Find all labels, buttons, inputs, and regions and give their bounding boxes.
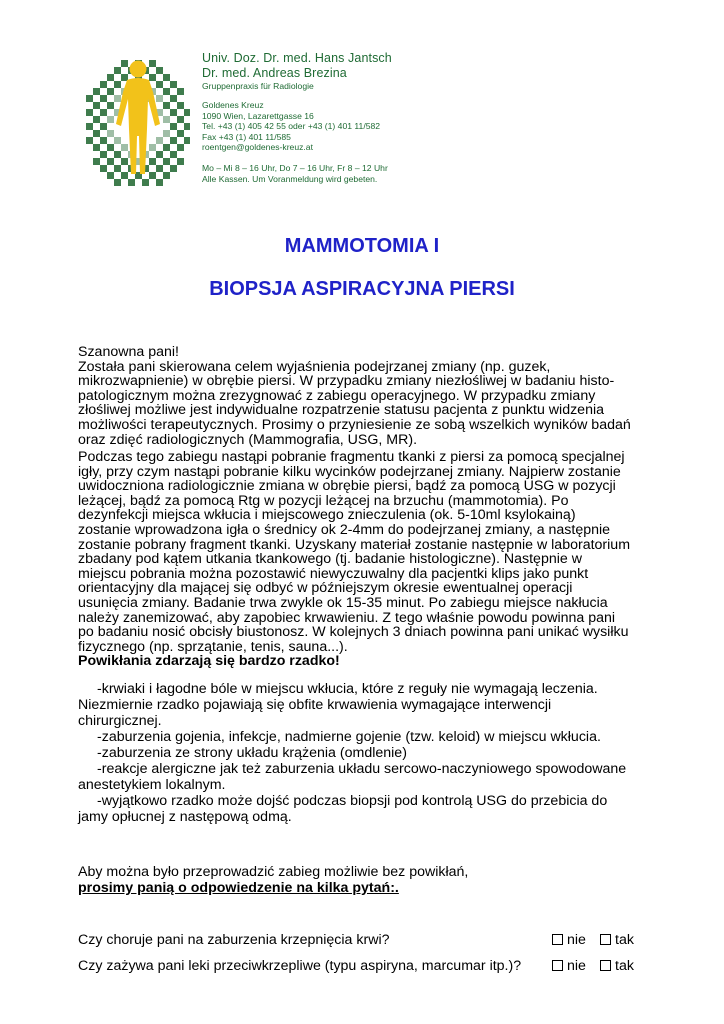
text-line: zostanie wprowadzona igła o średnicy ok 2-4mm do podejrzanej zmiany, a następnie (78, 521, 611, 538)
complication-continuation: anestetykiem lokalnym. (78, 777, 226, 793)
logo-check (100, 81, 107, 88)
logo-check (93, 88, 100, 95)
logo-check (163, 144, 170, 151)
option-label: tak (615, 932, 634, 948)
logo-check (100, 165, 107, 172)
text-line: złośliwej możliwe jest indywidualne rozpatrzenie statusu pacjenta z punktu widzenia (78, 402, 604, 419)
complications-list (78, 681, 648, 825)
complication-item: -reakcje alergiczne jak też zaburzenia układu sercowo-naczyniowego spowodowane (97, 761, 627, 777)
logo-check (114, 95, 121, 102)
question-text: Czy choruje pani na zaburzenia krzepnięcia krwi? (78, 932, 390, 948)
logo-check (107, 88, 114, 95)
option-label: tak (615, 958, 634, 974)
text-line: zostanie pobrany fragment tkanki. Uzyskany materiał zostanie następnie w laboratorium (78, 536, 631, 553)
logo-check (121, 158, 128, 165)
logo-check (114, 137, 121, 144)
option-label: nie (567, 958, 586, 974)
logo-check (156, 179, 163, 186)
checkbox-yes[interactable] (600, 960, 611, 971)
logo-check (107, 102, 114, 109)
option-label: nie (567, 932, 586, 948)
logo-check (107, 116, 114, 123)
logo-check (142, 179, 149, 186)
logo-check (107, 130, 114, 137)
logo-check (114, 179, 121, 186)
logo-check (170, 123, 177, 130)
logo-check (86, 137, 93, 144)
text-line: Została pani skierowana celem wyjaśnienia podejrzanej zmiany (np. guzek, (78, 358, 551, 375)
logo-check (114, 165, 121, 172)
logo-check (184, 123, 190, 130)
logo-check (163, 172, 170, 179)
logo-check (170, 95, 177, 102)
question-text: Czy zażywa pani leki przeciwkrzepliwe (typu aspiryna, marcumar itp.)? (78, 958, 522, 974)
logo-check (163, 88, 170, 95)
text-line: patologicznym można zrezygnować z zabiegu operacyjnego. W przypadku zmiany (78, 387, 596, 404)
complication-item: -krwiaki i łagodne bóle w miejscu wkłucia, które z reguły nie wymagają leczenia. (97, 681, 598, 697)
paragraph-procedure (78, 450, 648, 654)
logo-check (93, 102, 100, 109)
answer-option-yes[interactable] (600, 958, 634, 974)
document-title: MAMMOTOMIA I (284, 235, 440, 257)
logo-check (93, 116, 100, 123)
complication-continuation: jamy opłucnej z następową odmą. (78, 809, 292, 825)
logo-check (121, 144, 128, 151)
opening-hours: Mo – Mi 8 – 16 Uhr, Do 7 – 16 Uhr, Fr 8 – 12 Uhr (202, 163, 388, 174)
logo-check (177, 88, 184, 95)
logo-check (149, 74, 156, 81)
answer-option-no[interactable] (552, 958, 586, 974)
paragraph-intro (78, 360, 648, 448)
practice-logo (86, 52, 190, 192)
logo-check (163, 116, 170, 123)
text-line: mikrozwapnienie) w obrębie piersi. W przypadku zmiany niezłośliwej w badaniu histo- (78, 373, 615, 390)
logo-check (177, 130, 184, 137)
letter-body (78, 345, 648, 447)
fax-number: Fax +43 (1) 401 11/585 (202, 131, 291, 142)
logo-check (184, 109, 190, 116)
logo-check (93, 144, 100, 151)
logo-check (156, 165, 163, 172)
logo-check (177, 144, 184, 151)
complication-item: -zaburzenia ze strony układu krążenia (omdlenie) (97, 745, 407, 761)
logo-check (128, 179, 135, 186)
logo-check (177, 158, 184, 165)
text-line: fizycznego (np. sprzątanie, tenis, sauna...). (78, 638, 348, 655)
logo-check (100, 137, 107, 144)
logo-check (107, 158, 114, 165)
complication-continuation: chirurgicznej. (78, 713, 162, 729)
logo-check (121, 172, 128, 179)
logo-check (107, 74, 114, 81)
text-line: igły, przy czym nastąpi pobranie kilku wycinków podejrzanej zmiany. Najpierw zostanie (78, 463, 621, 480)
logo-check (121, 60, 128, 67)
text-line: możliwości terapeutycznych. Prosimy o przyniesienie ze sobą wszelkich wyników badań (78, 416, 631, 433)
letterhead (202, 51, 392, 184)
checkbox-no[interactable] (552, 960, 563, 971)
logo-check (121, 74, 128, 81)
logo-check (170, 165, 177, 172)
answer-option-yes[interactable] (600, 932, 634, 948)
doctor-name: Dr. med. Andreas Brezina (202, 66, 347, 80)
text-line: orientacyjny dla mającej się odbyć w późniejszym okresie ewentualnej operacji (78, 580, 573, 597)
closing-section (78, 864, 648, 896)
logo-check (93, 130, 100, 137)
logo-check (86, 123, 93, 130)
logo-check (149, 60, 156, 67)
logo-check (170, 81, 177, 88)
checkbox-yes[interactable] (600, 934, 611, 945)
answer-option-no[interactable] (552, 932, 586, 948)
text-line: po badaniu nosić obcisły biustonosz. W kolejnych 3 dniach powinna pani unikać wysiłku (78, 624, 629, 641)
text-line: miejscu pobrania można pozostawić niewyczuwalny dla pacjentki klips jako punkt (78, 565, 589, 582)
text-line: leżącej, bądź za pomocą Rtg w pozycji leżącej na brzuchu (mammotomia). Po (78, 492, 569, 509)
logo-check (100, 123, 107, 130)
text-line: oraz zdięć radiologicznych (Mammografia, USG, MR). (78, 431, 418, 448)
logo-check (156, 151, 163, 158)
complication-continuation: Niezmiernie rzadko pojawiają się obfite krwawienia wymagające interwencji (78, 697, 552, 713)
logo-check (100, 109, 107, 116)
checkbox-no[interactable] (552, 934, 563, 945)
logo-check (156, 137, 163, 144)
logo-check (114, 67, 121, 74)
document-subtitle: BIOPSJA ASPIRACYJNA PIERSI (209, 278, 515, 300)
complications-heading: Powikłania zdarzają się bardzo rzadko! (78, 653, 340, 669)
logo-check (107, 172, 114, 179)
logo-check (156, 95, 163, 102)
complication-item: -wyjątkowo rzadko może dojść podczas biopsji pod kontrolą USG do przebicia do (97, 793, 608, 809)
logo-check (163, 158, 170, 165)
text-line: należy zanemizować, aby zapobiec krwawieniu. Z tego właśnie powodu powinna pani (78, 609, 616, 626)
logo-check (163, 74, 170, 81)
closing-request: prosimy panią o odpowiedzenie na kilka pytań:. (78, 880, 399, 896)
logo-check (156, 67, 163, 74)
text-line: zbadany pod kątem utkania tkankowego (tj. badanie histologiczne). Następnie w (78, 551, 582, 568)
closing-line: Aby można było przeprowadzić zabieg możliwie bez powikłań, (78, 864, 469, 880)
logo-check (86, 95, 93, 102)
logo-check (177, 116, 184, 123)
phone-number: Tel. +43 (1) 405 42 55 oder +43 (1) 401 11/582 (202, 121, 381, 132)
logo-check (114, 81, 121, 88)
logo-check (100, 151, 107, 158)
practice-name: Gruppenpraxis für Radiologie (202, 81, 314, 91)
logo-check (149, 144, 156, 151)
text-line: dezynfekcji miejsca wkłucia i miejscowego znieczulenia (ok. 5-10ml ksylokainą) (78, 507, 576, 524)
logo-check (107, 144, 114, 151)
logo-check (170, 151, 177, 158)
letterhead-note: Alle Kassen. Um Voranmeldung wird gebeten. (202, 173, 378, 184)
address-street: 1090 Wien, Lazarettgasse 16 (202, 110, 314, 121)
logo-check (149, 158, 156, 165)
text-line: uwidoczniona radiologicznie zmiana w obrębie piersi, bądź za pomocą USG w pozycji (78, 478, 616, 495)
doctor-name: Univ. Doz. Dr. med. Hans Jantsch (202, 51, 392, 65)
logo-check (100, 95, 107, 102)
logo-check (163, 130, 170, 137)
logo-check (163, 102, 170, 109)
logo-check (93, 158, 100, 165)
logo-check (170, 109, 177, 116)
text-line: Podczas tego zabiegu nastąpi pobranie fragmentu tkanki z piersi za pomocą specjalnej (78, 449, 625, 465)
complication-item: -zaburzenia gojenia, infekcje, nadmierne gojenie (tzw. keloid) w miejscu wkłucia. (97, 729, 601, 745)
logo-check (149, 172, 156, 179)
logo-check (184, 137, 190, 144)
logo-check (86, 109, 93, 116)
address-name: Goldenes Kreuz (202, 100, 264, 111)
logo-check (170, 137, 177, 144)
email-address: roentgen@goldenes-kreuz.at (202, 142, 313, 153)
text-line: usunięcia zmiany. Badanie trwa zwykle ok 15-35 minut. Po zabiegu miejsce nakłucia (78, 594, 608, 611)
logo-check (156, 81, 163, 88)
logo-check (177, 102, 184, 109)
logo-check (114, 151, 121, 158)
greeting: Szanowna pani! (78, 344, 179, 360)
